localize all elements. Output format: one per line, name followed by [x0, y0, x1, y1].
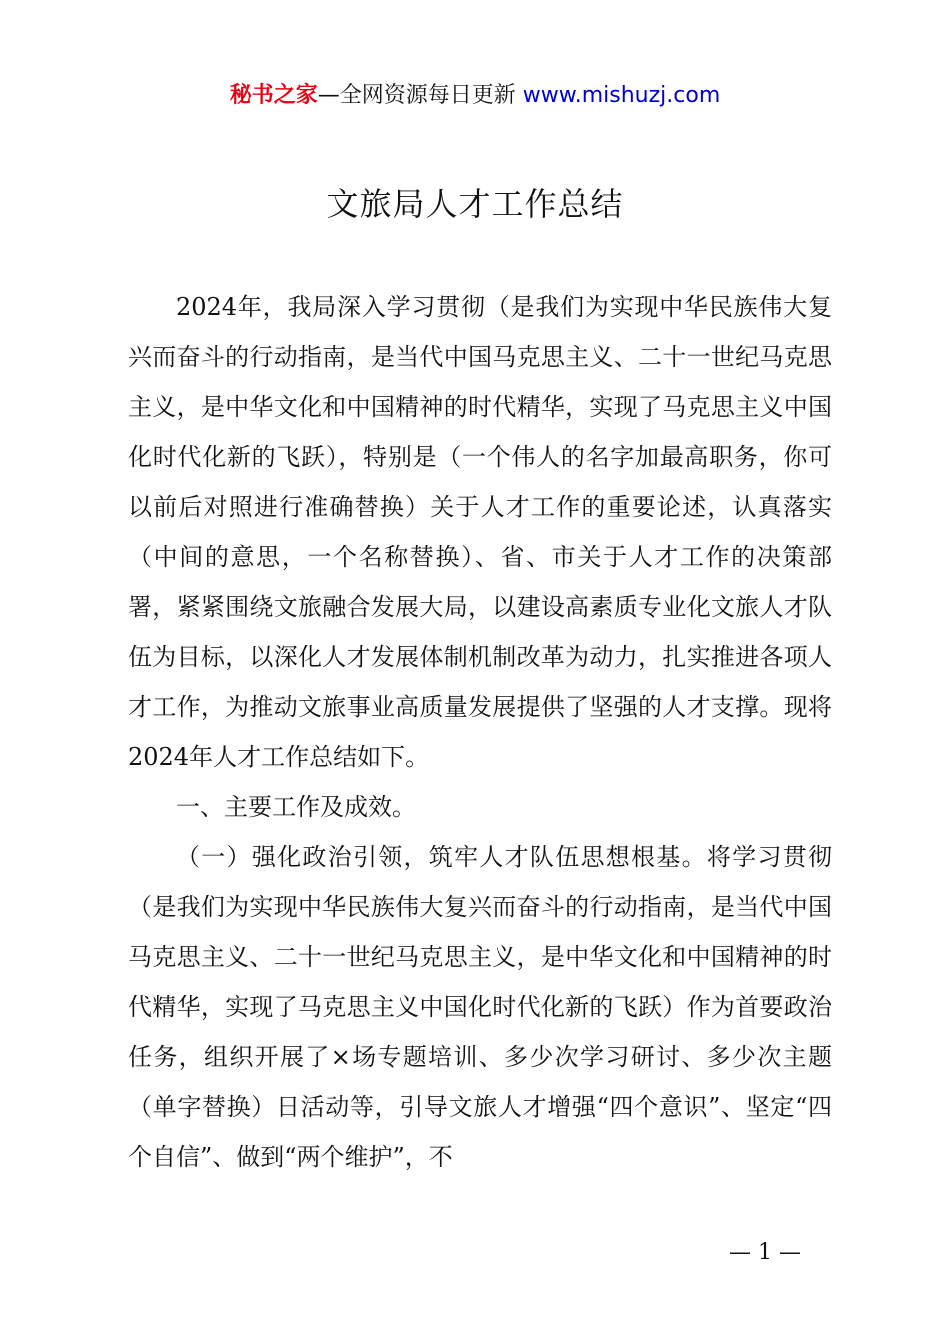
site-header	[0, 80, 950, 112]
section-heading: 一、主要工作及成效。	[176, 793, 416, 821]
header-tagline: —全网资源每日更新	[317, 83, 523, 108]
page-number: — 1 —	[729, 1240, 801, 1265]
intro-paragraph: 2024年，我局深入学习贯彻（是我们为实现中华民族伟大复兴而奋斗的行动指南，是当代中国马克思主义、二十一世纪马克思主义，是中华文化和中国精神的时代精华，实现了马克思主义中国化时代化新的飞跃），特别是（一个伟人的名字加最高职务，你可以前后对照进行准确替换）关于人才工作的重要论述，认真落实（中间的意思，一个名称替换）、省、市关于人才工作的决策部署，紧紧围绕文旅融合发展大局，以建设高素质专业化文旅人才队伍为目标，以深化人才发展体制机制改革为动力，扎实推进各项人才工作，为推动文旅事业高质量发展提供了坚强的人才支撑。现将2024年人才工作总结如下。	[128, 293, 832, 771]
subsection-paragraph: （一）强化政治引领，筑牢人才队伍思想根基。将学习贯彻（是我们为实现中华民族伟大复兴而奋斗的行动指南，是当代中国马克思主义、二十一世纪马克思主义，是中华文化和中国精神的时代精华，实现了马克思主义中国化时代化新的飞跃）作为首要政治任务，组织开展了×场专题培训、多少次学习研讨、多少次主题（单字替换）日活动等，引导文旅人才增强“四个意识”、坚定“四个自信”、做到“两个维护”，不	[128, 843, 832, 1171]
site-url[interactable]: www.mishuzj.com	[522, 83, 721, 108]
document-title: 文旅局人才工作总结	[326, 185, 624, 223]
document-body	[128, 282, 832, 1182]
brand-name: 秘书之家	[229, 83, 318, 108]
